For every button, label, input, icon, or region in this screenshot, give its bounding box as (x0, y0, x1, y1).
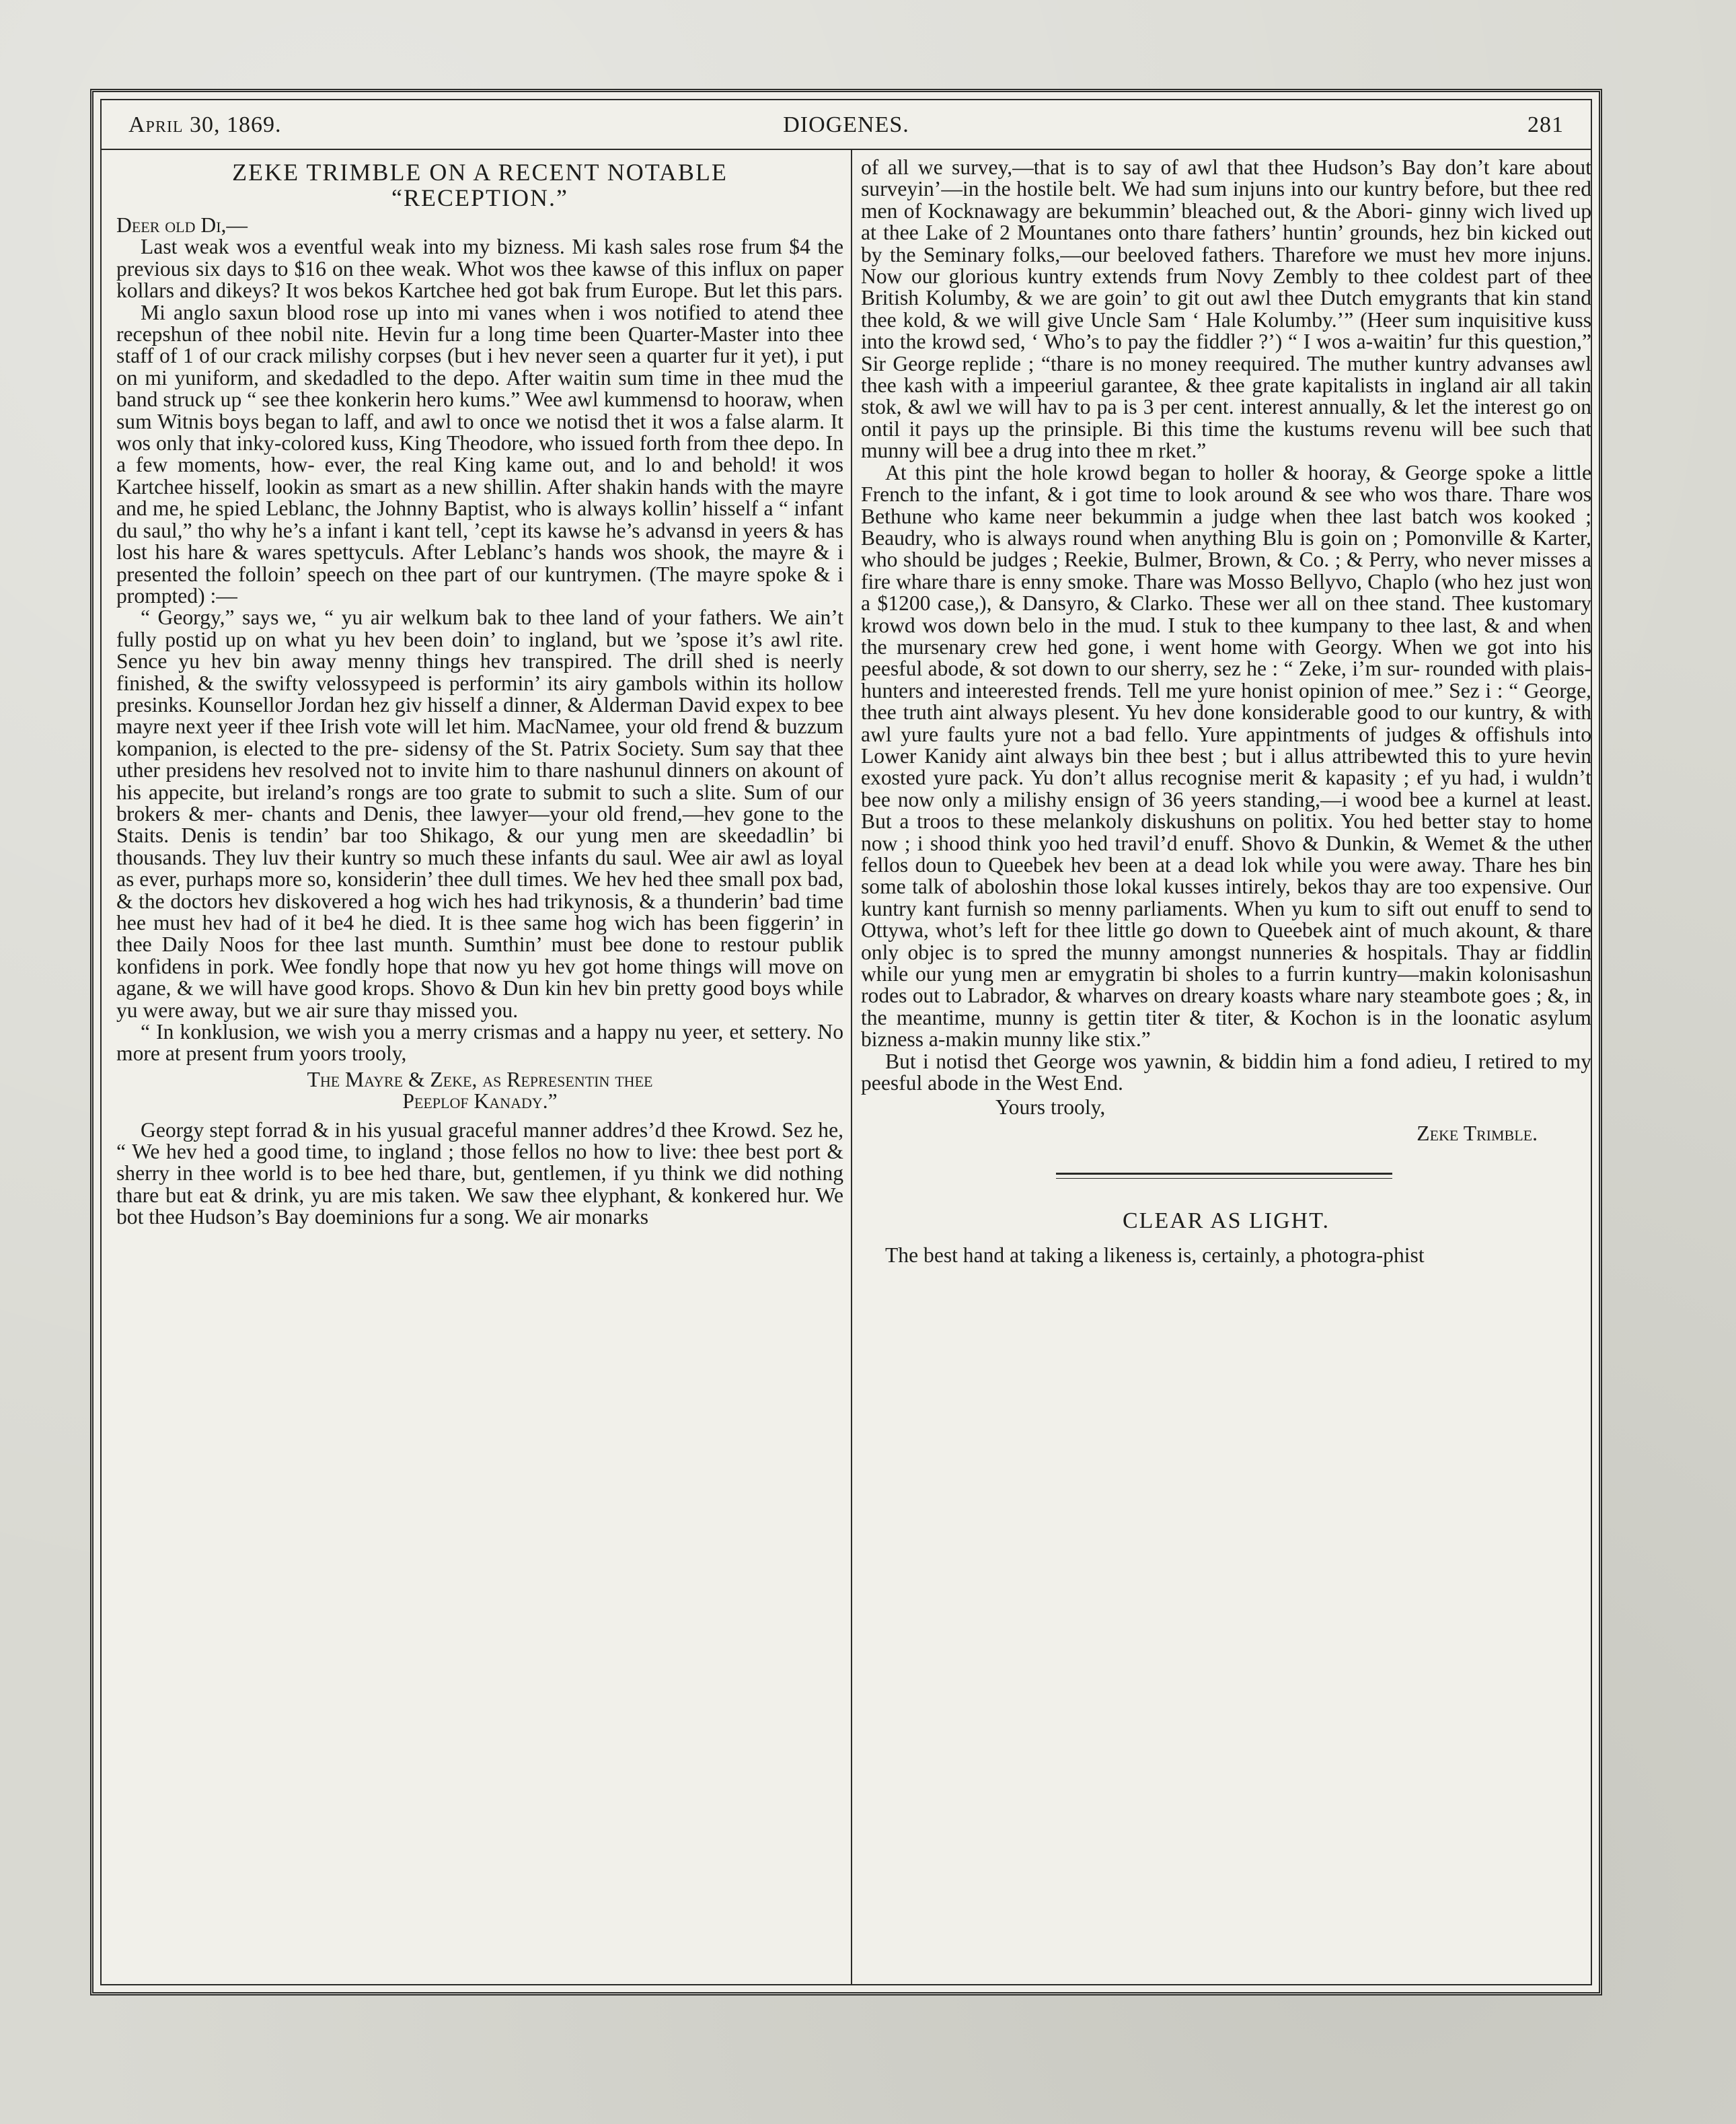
headline-line-1: ZEKE TRIMBLE ON A RECENT NOTABLE (232, 159, 728, 186)
rule-thin (1056, 1178, 1392, 1179)
paragraph: Georgy stept forrad & in his yusual graceful manner addres’d thee Krowd. Sez he, “ We hev hed a good time, to ingland ; those fellos no how to live: thee best port & sherry in thee world is to bee hed thare, but, gentlemen, if yu think we did nothing thare but eat & drink, yu are mis taken. We saw thee elyphant, & konkered hur. We bot thee Hudson’s Bay doeminions fur a song. We air monarks (116, 1118, 843, 1229)
rule-thick (1056, 1173, 1392, 1175)
paragraph: “ In konklusion, we wish you a merry crismas and a happy nu yeer, et settery. No more at present frum yoors trooly, (116, 1020, 843, 1066)
left-column (116, 157, 843, 1976)
paragraph: Mi anglo saxun blood rose up into mi vanes when i wos notified to atend thee recepshun of thee nobil nite. Hevin fur a long time been Quarter-Master into thee staff of 1 of our crack milishy corpses (but i hev never seen a quarter fur it yet), i put on mi yuniform, and skedadled to the depo. After waitin sum time in thee mud the band struck up “ see thee konkerin hero kums.” Wee awl kummensd to hooraw, when sum Witnis boys began to laff, and awl to once we notisd thet it wos a false alarm. It wos only that inky-colored kuss, King Theodore, who issued forth from thee depo. In a few moments, how- ever, the real King kame out, and lo and behold! it wos Kartchee hisself, lookin as smart as a new shillin. After shakin hands with the mayre and me, he spied Leblanc, the Johnny Baptist, who is always kollin’ hisself a “ infant du saul,” tho why he’s a infant i kant tell, ’cept its kawse he’s advansd in yeers & has lost his hare & wares spettyculs. After Leblanc’s hands wos shook, the mayre & i presented the folloin’ speech on thee part of our kuntrymen. (The mayre spoke & i prompted) :— (116, 300, 843, 608)
column-divider (851, 149, 852, 1984)
page-header (102, 100, 1591, 150)
paragraph: At this pint the hole krowd began to holler & hooray, & George spoke a little French to the infant, & i got time to look around & see who wos thare. Thare wos Bethune who kame neer bekummin a judge when thee last batch wos kooked ; Beaudry, who is always round when anything Blu is goin on ; Pomonville & Karter, who should be judges ; Reekie, Bulmer, Brown, & Co. ; & Perry, who never misses a fire whare thare is enny smoke. Thare was Mosso Bellyvo, Chaplo (who hez just won a $1200 case,), & Dansyro, & Clarko. These wer all on thee stand. Thee kustomary krowd wos down belo in the mud. I stuk to thee kumpany to thee last, & and when the mursenary crew hed gone, i went home with Georgy. When we got into his peesful abode, & sot down to our sherry, sez he : “ Zeke, i’m sur- rounded with plais-hunters and inteerested frends. Tell me yure honist opinion of mee.” Sez i : “ George, thee truth aint always plesent. Yu hev done konsiderable good to our kuntry, & with awl yure faults yure not a bad fello. Yure appintments of judges & offishuls into Lower Kanidy aint always bin thee best ; but i allus attribewted this to yure hevin exosted yure pack. Yu don’t allus recognise merit & kapasity ; ef yu had, i wuldn’t bee now only a milishy ensign of 36 yeers standing,—i wood bee a kurnel at least. But a troos to these melankoly diskushuns on politix. You hed better stay to home now ; i shood think yoo hed travil’d enuff. Shovo & Dunkin, & Wemet & the uther fellos doun to Queebek hev been at a dead lok while you were away. Thare hes bin some talk of aboloshin those lokal kusses intirely, bekos thay are too expensive. Our kuntry kant furnish so menny parliaments. When yu kum to sift out enuff to send to Ottywa, whot’s left for thee little go down to Queebek aint of much akount, & thare only objec is to spred the munny amongst nunneries & hospitals. Thay ar fiddlin while our yung men ar emygratin bi sholes to a furrin kuntry—makin kolonisashun rodes out to Labrador, & wharves on dreary koasts whare nary steambote goes ; &, in the meantime, munny is gettin titer & titer, & Kochon is in the loonatic asylum bizness a-makin munny like stix.” (861, 460, 1591, 1052)
salutation: Deer old Di,— (116, 213, 248, 237)
paragraph: But i notisd thet George wos yawnin, & biddin him a fond adieu, I retired to my peesful abode in the West End. (861, 1049, 1591, 1095)
closing-line: Yours trooly, (995, 1095, 1106, 1120)
second-article-body: The best hand at taking a likeness is, certainly, a photogra-phist (885, 1243, 1425, 1267)
page-number: 281 (1527, 112, 1564, 137)
second-article-headline: CLEAR AS LIGHT. (1123, 1208, 1330, 1234)
section-rule (861, 1159, 1591, 1198)
publication-title: DIOGENES. (783, 112, 909, 137)
right-column (861, 157, 1591, 1976)
paragraph-continued: of all we survey,—that is to say of awl that thee Hudson’s Bay don’t kare about surveyin’—in the hostile belt. We had sum injuns into our kuntry before, but thee red men of Kocknawagy are bekummin’ bleached out, & the Abori- ginny wich lived up at thee Lake of 2 Mountanes onto thare fathers’ huntin’ grounds, hez bin kicked out by the Seminary folks,—our beeloved fathers. Tharefore we must hev more injuns. Now our glorious kuntry extends frum Novy Zembly to thee coldest part of thee British Kolumby, & we are goin’ to git out awl thee Dutch emygrants that kin stand thee kold, & we will give Uncle Sam ‘ Hale Kolumby.’” (Heer sum inquisitive kuss into the krowd sed, ‘ Who’s to pay the fiddler ?’) “ I wos a-waitin’ fur this question,” Sir George replide ; “thare is no money reequired. The muther kuntry advanses awl thee kash with a impeeriul garantee, & thee grate kapitalists in ingland air all takin stok, & awl we will hav to pa is 3 per cent. interest annually, & let the interest go on ontil it pays up the prinsiple. Bi this time the kustums revenu will bee such that munny will bee a drug into thee m rket.” (861, 157, 1591, 463)
paragraph: “ Georgy,” says we, “ yu air welkum bak to thee land of your fathers. We ain’t fully postid up on what yu hev been doin’ to ingland, but we ’spose it’s awl rite. Sence yu hev bin away menny things hev transpired. The drill shed is neerly finished, & the swifty velossypeed is performin’ its airy gambols within its hollow presinks. Kounsellor Jordan hez giv hisself a dinner, & Alderman David expex to bee mayre next yeer if thee Irish vote will let him. MacNamee, your old frend & buzzum kompanion, is elected to the pre- sidensy of the St. Patrix Society. Sum say that thee uther presidens hev resolved not to invite him to thare nashunul dinners on akount of his appecite, but ireland’s rongs are too grate to submit to such a slite. Sum of our brokers & mer- chants and Denis, thee lawyer—your old frend,—hev gone to the Staits. Denis is tendin’ bar too Shikago, & our yung men are skeedadlin’ bi thousands. They luv their kuntry so much these infants du saul. Wee air awl as loyal as ever, purhaps more so, konsiderin’ thee dull times. We hev hed thee small pox bad, & the doctors hev diskovered a hog wich hes had trikynosis, & a thunderin’ bad time hee must hev had of it be4 he died. It is thee same hog wich has been figgerin’ in thee Daily Noos for thee last munth. Sumthin’ must bee done to restour publik konfidens in pork. Wee fondly hope that now yu hev got home things will move on agane, & we will have good krops. Shovo & Dun kin hev bin pretty good boys while yu were away, but we air sure thay missed you. (116, 606, 843, 1022)
article-headline (116, 159, 843, 211)
address-signatories (116, 1069, 843, 1113)
paragraph: Last weak wos a eventful weak into my bizness. Mi kash sales rose frum $4 the previous six days to $16 on thee weak. Whot wos thee kawse of this influx on paper kollars and dikeys? It wos bekos Kartchee hed got bak frum Europe. But let this pars. (116, 235, 843, 303)
issue-date: April 30, 1869. (128, 112, 282, 137)
author-signature: Zeke Trimble. (1417, 1121, 1538, 1145)
headline-line-2: “RECEPTION.” (391, 184, 568, 211)
inner-border (100, 99, 1592, 1985)
signatories-line-2: Peeplof Kanady.” (402, 1089, 558, 1113)
page-border (90, 89, 1602, 1995)
signatories-line-1: The Mayre & Zeke, as Representin thee (307, 1067, 653, 1091)
